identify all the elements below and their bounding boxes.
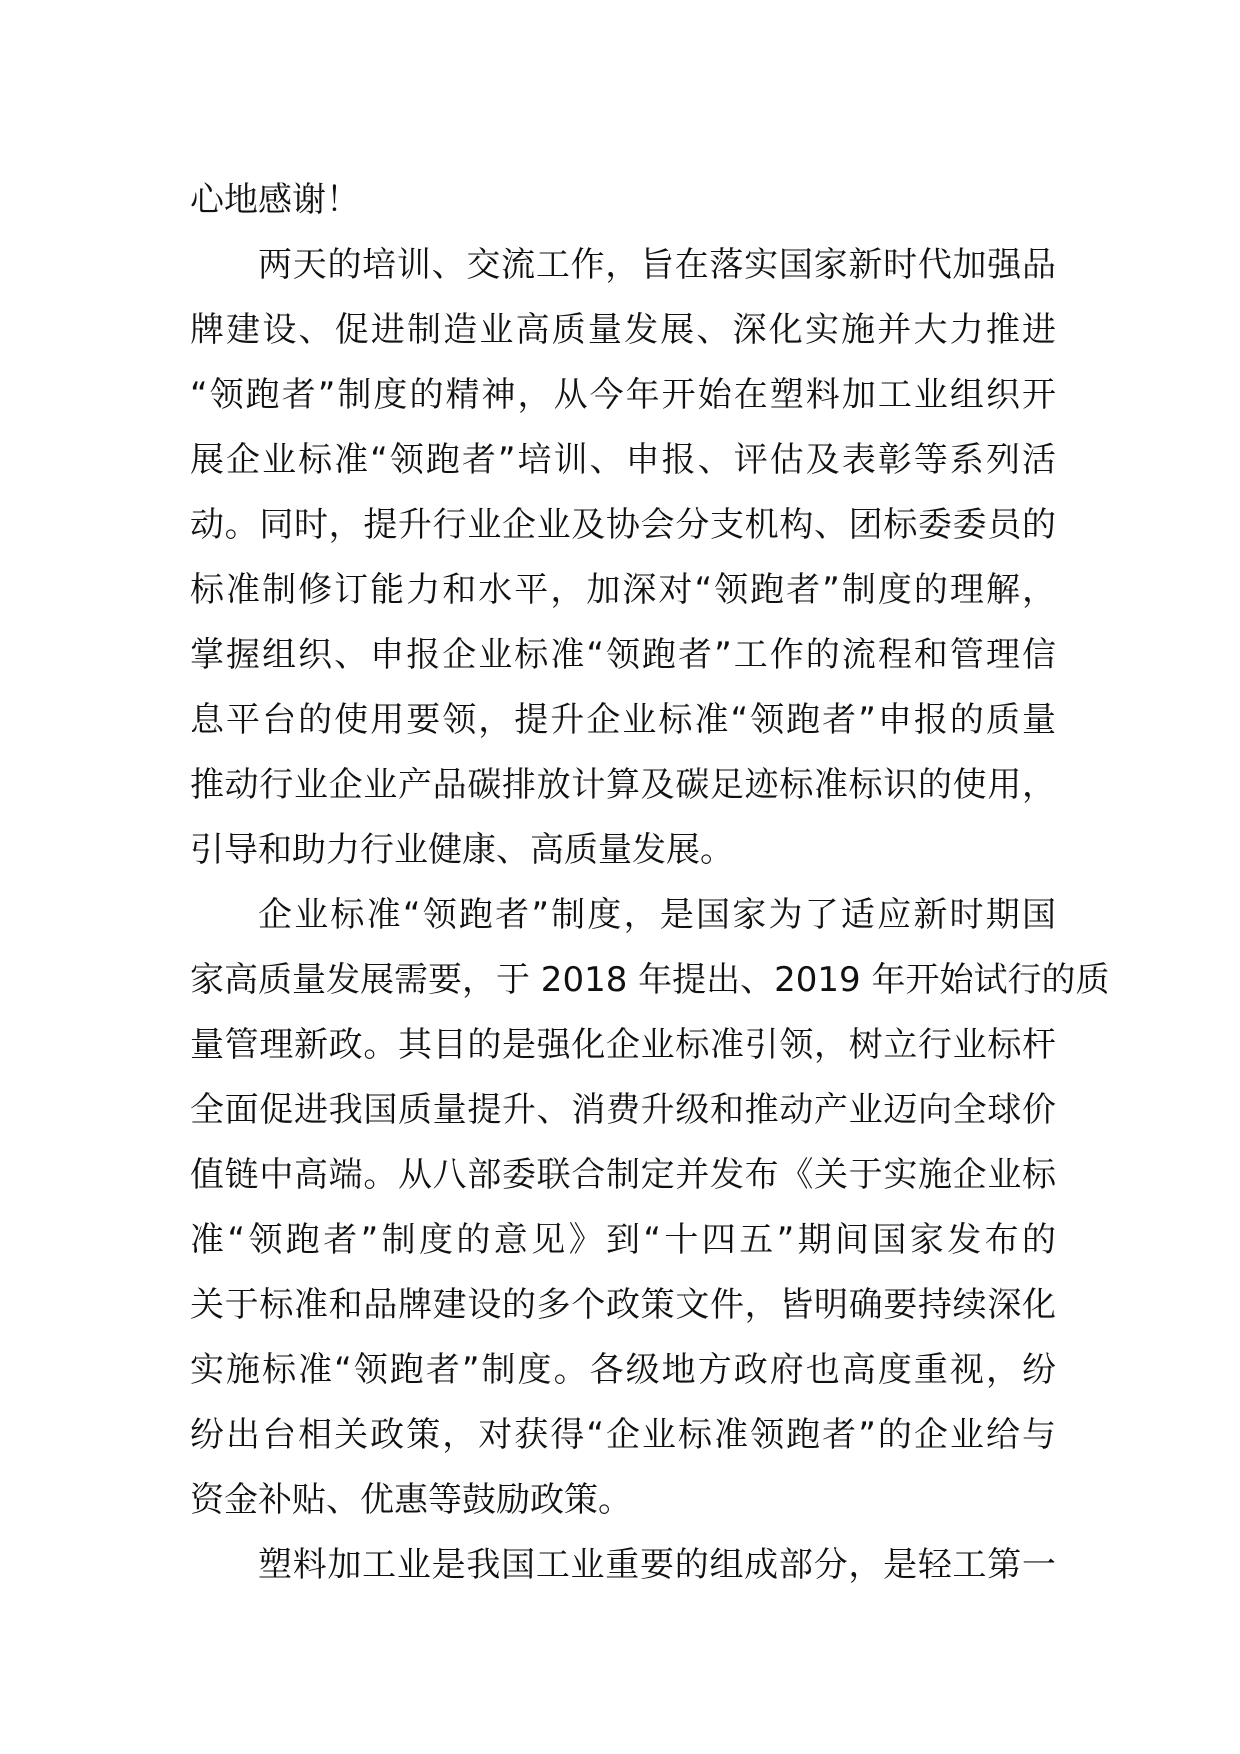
text-line: 塑料加工业是我国工业重要的组成部分，是轻工第一 xyxy=(258,1545,1056,1585)
text-line: 牌建设、促进制造业高质量发展、深化实施并大力推进 xyxy=(190,310,1056,350)
text-line: 资金补贴、优惠等鼓励政策。 xyxy=(190,1480,632,1520)
text-line: 两天的培训、交流工作，旨在落实国家新时代加强品 xyxy=(258,245,1056,285)
text-line: 展企业标准“领跑者”培训、申报、评估及表彰等系列活 xyxy=(190,440,1056,480)
text-line: 量管理新政。其目的是强化企业标准引领，树立行业标杆 xyxy=(190,1025,1056,1065)
text-line: 关于标准和品牌建设的多个政策文件，皆明确要持续深化 xyxy=(190,1285,1056,1325)
text-line: 家高质量发展需要，于 2018 年提出、2019 年开始试行的质 xyxy=(190,960,1110,1000)
text-line: 标准制修订能力和水平，加深对“领跑者”制度的理解， xyxy=(190,570,1056,610)
text-line: 掌握组织、申报企业标准“领跑者”工作的流程和管理信 xyxy=(190,635,1056,675)
text-line: 息平台的使用要领，提升企业标准“领跑者”申报的质量 xyxy=(190,700,1056,740)
text-line: 引导和助力行业健康、高质量发展。 xyxy=(190,830,734,870)
text-line: 准“领跑者”制度的意见》到“十四五”期间国家发布的 xyxy=(190,1220,1056,1260)
text-line: 值链中高端。从八部委联合制定并发布《关于实施企业标 xyxy=(190,1155,1056,1195)
text-line: 企业标准“领跑者”制度，是国家为了适应新时期国 xyxy=(258,895,1056,935)
body-text xyxy=(190,168,1110,1598)
text-line: 心地感谢！ xyxy=(190,180,360,220)
text-line: 推动行业企业产品碳排放计算及碳足迹标准标识的使用， xyxy=(190,765,1056,805)
text-line: 动。同时，提升行业企业及协会分支机构、团标委委员的 xyxy=(190,505,1056,545)
text-line: 纷出台相关政策，对获得“企业标准领跑者”的企业给与 xyxy=(190,1415,1056,1455)
text-line: “领跑者”制度的精神，从今年开始在塑料加工业组织开 xyxy=(190,375,1056,415)
text-line: 全面促进我国质量提升、消费升级和推动产业迈向全球价 xyxy=(190,1090,1056,1130)
text-line: 实施标准“领跑者”制度。各级地方政府也高度重视，纷 xyxy=(190,1350,1056,1390)
